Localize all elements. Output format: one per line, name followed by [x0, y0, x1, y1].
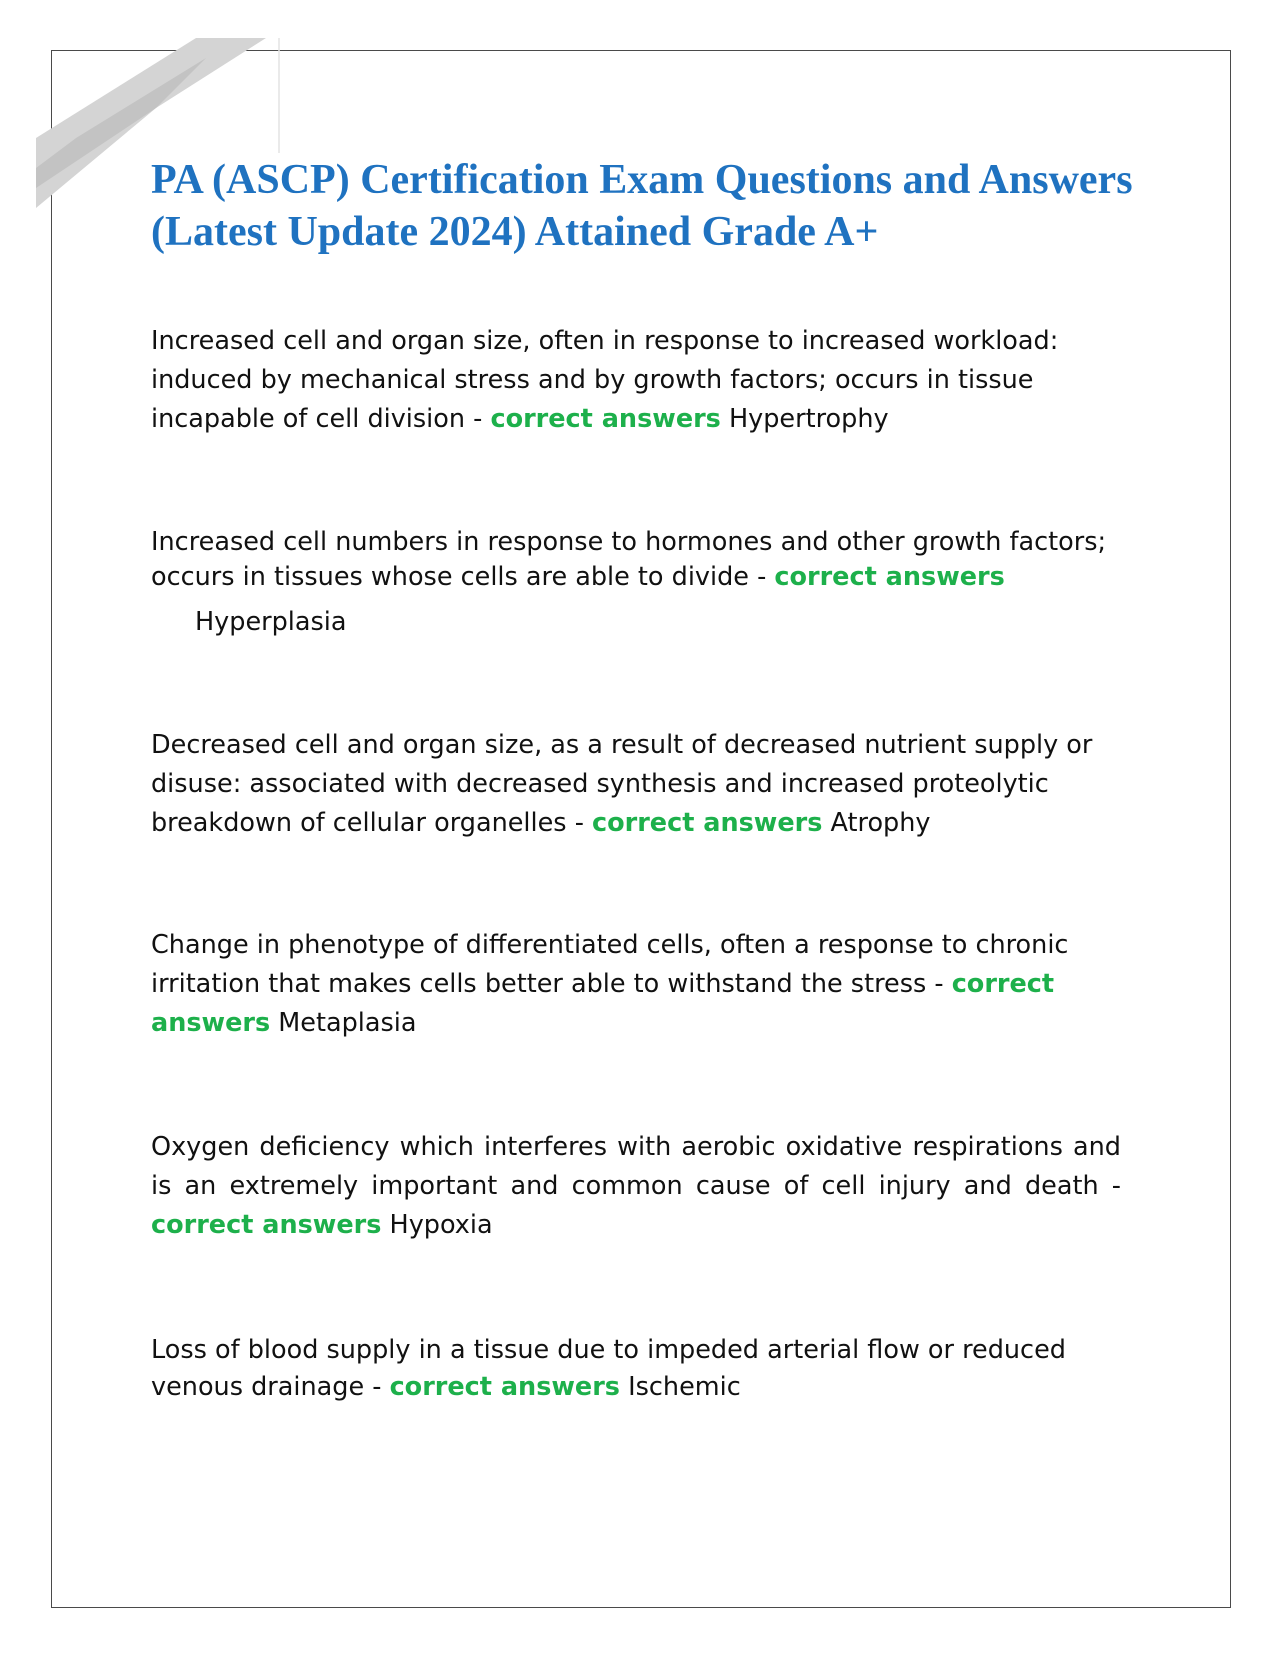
answer-text: Atrophy — [830, 808, 931, 838]
correct-answers-label: correct answers — [151, 1210, 382, 1240]
correct-answers-label: correct answers — [151, 969, 1055, 1038]
qa-item-1 — [151, 322, 1131, 439]
question-text: Increased cell numbers in response to hormones and other growth factors; occurs in tissues whose cells are able to divide — [151, 527, 1107, 592]
correct-answers-label: correct answers — [389, 1372, 620, 1402]
question-text: Change in phenotype of differentiated cells, often a response to chronic irritation that makes cells better able to withstand the stress — [151, 930, 1069, 999]
question-text: Increased cell and organ size, often in response to increased workload: induced by mechanical stress and by growth factors; occurs in tissue incapable of cell division — [151, 326, 1059, 434]
answer-text: Hypertrophy — [728, 404, 889, 434]
answer-text: Ischemic — [628, 1372, 741, 1402]
correct-answers-label: correct answers — [774, 562, 1005, 592]
separator: - — [574, 808, 584, 838]
separator: - — [757, 562, 767, 592]
answer-text: Hypoxia — [389, 1210, 493, 1240]
separator: - — [934, 969, 944, 999]
separator: - — [473, 404, 483, 434]
qa-item-5 — [151, 1128, 1121, 1245]
question-text: Decreased cell and organ size, as a result of decreased nutrient supply or disuse: associated with decreased synthesis and increased proteolytic breakdown of cellular organelles — [151, 730, 1093, 838]
document-title: PA (ASCP) Certification Exam Questions and Answers (Latest Update 2024) Attained Grade A+ — [151, 157, 1133, 255]
answer-text: Metaplasia — [278, 1008, 417, 1038]
question-text: Oxygen deficiency which interferes with aerobic oxidative respirations and is an extremely important and common cause of cell injury and death — [151, 1132, 1121, 1201]
qa-item-6 — [151, 1332, 1131, 1406]
answer-text: Hyperplasia — [195, 607, 347, 637]
qa-item-2 — [151, 525, 1131, 640]
qa-item-4 — [151, 926, 1131, 1043]
correct-answers-label: correct answers — [490, 404, 721, 434]
question-text: Loss of blood supply in a tissue due to impeded arterial flow or reduced venous drainage — [151, 1335, 1066, 1402]
qa-item-3 — [151, 726, 1131, 843]
separator: - — [1111, 1171, 1121, 1201]
correct-answers-label: correct answers — [592, 808, 823, 838]
separator: - — [372, 1372, 382, 1402]
